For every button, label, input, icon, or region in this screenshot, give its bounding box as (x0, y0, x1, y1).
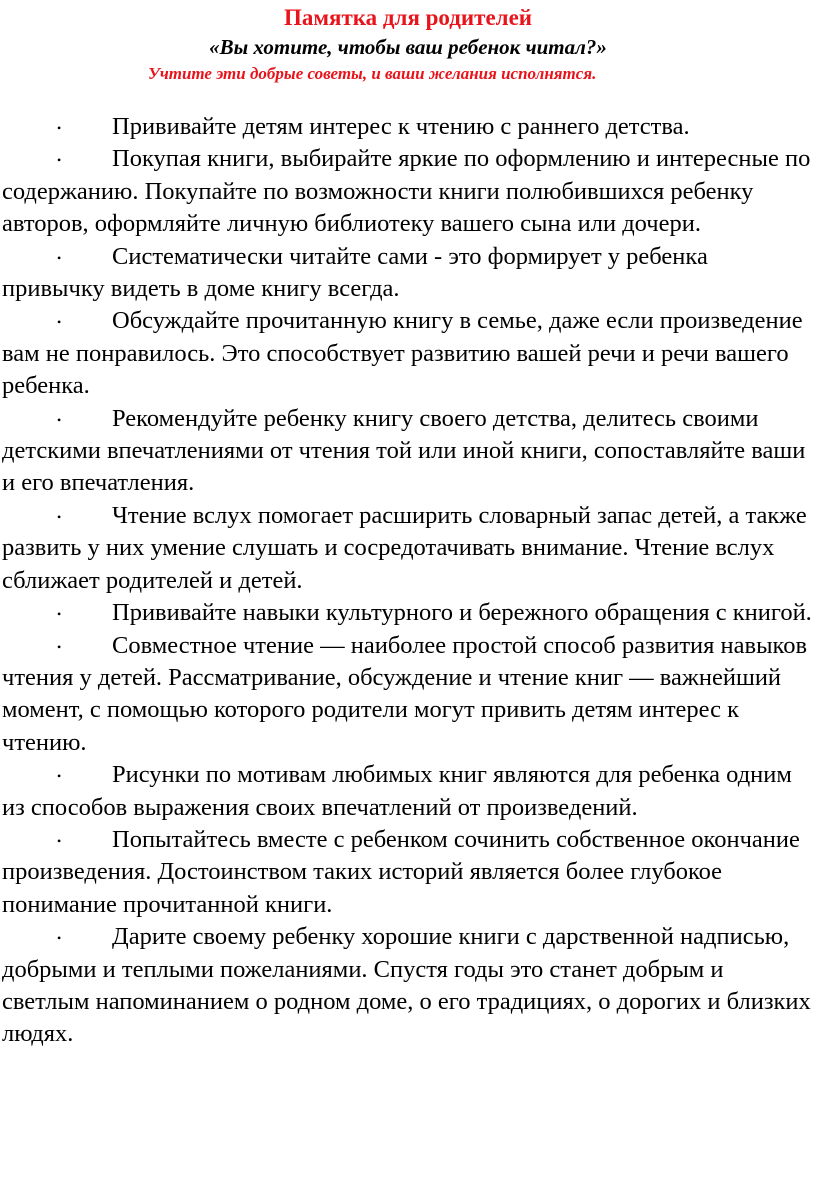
bullet-icon: • (57, 509, 62, 524)
bullet-icon: • (57, 250, 62, 265)
bullet-icon: • (57, 639, 62, 654)
list-item-text: Прививайте навыки культурного и бережного обращения с книгой. (112, 599, 812, 627)
tips-list (2, 111, 812, 1051)
bullet-icon: • (57, 769, 62, 784)
list-item-text: Совместное чтение — наиболее простой способ развития навыков чтения у детей. Рассматривание, обсуждение и чтение книг — важнейший момент, с помощью которого родители могут привить детям интерес к чтению. (2, 631, 808, 756)
list-item-text: Покупая книги, выбирайте яркие по оформлению и интересные по содержанию. Покупайте по возможности книги полюбившихся ребенку авторов, оформляйте личную библиотеку вашего сына или дочери. (2, 145, 811, 238)
list-item (2, 597, 812, 629)
page-title: Памятка для родителей (283, 5, 533, 30)
list-item-text: Попытайтесь вместе с ребенком сочинить собственное окончание произведения. Достоинством таких историй является более глубокое понимание прочитанной книги. (2, 825, 800, 918)
list-item-text: Систематически читайте сами - это формирует у ребенка привычку видеть в доме книгу всегда. (2, 242, 708, 303)
list-item (2, 630, 812, 760)
list-item (2, 403, 812, 500)
list-item (2, 241, 812, 306)
list-item (2, 759, 812, 824)
list-item-text: Обсуждайте прочитанную книгу в семье, даже если произведение вам не понравилось. Это способствует развитию вашей речи и речи вашего ребенка. (2, 307, 803, 400)
bullet-icon: • (57, 153, 62, 168)
page-tagline: Учтите эти добрые советы, и ваши желания исполнятся. (148, 64, 597, 83)
bullet-icon: • (57, 833, 62, 848)
bullet-icon: • (57, 315, 62, 330)
list-item (2, 111, 812, 143)
list-item-text: Прививайте детям интерес к чтению с раннего детства. (112, 113, 690, 140)
list-item (2, 500, 812, 597)
bullet-icon: • (57, 607, 62, 622)
list-item (2, 305, 812, 402)
bullet-icon: • (57, 931, 62, 946)
bullet-icon: • (57, 121, 62, 135)
list-item (2, 143, 812, 240)
list-item-text: Дарите своему ребенку хорошие книги с дарственной надписью, добрыми и теплыми пожеланиями. Спустя годы это станет добрым и светлым напоминанием о родном доме, о его традициях, о дорогих и близких людях. (2, 923, 811, 1048)
list-item (2, 824, 812, 921)
page-subtitle: «Вы хотите, чтобы ваш ребенок читал?» (209, 35, 607, 59)
bullet-icon: • (57, 412, 62, 427)
list-item-text: Чтение вслух помогает расширить словарный запас детей, а также развить у них умение слушать и сосредотачивать внимание. Чтение вслух сближает родителей и детей. (2, 501, 807, 594)
list-item (2, 921, 812, 1051)
list-item-text: Рекомендуйте ребенку книгу своего детства, делитесь своими детскими впечатлениями от чтения той или иной книги, сопоставляйте ваши и его впечатления. (2, 404, 806, 497)
list-item-text: Рисунки по мотивам любимых книг являются для ребенка одним из способов выражения своих впечатлений от произведений. (2, 761, 792, 821)
